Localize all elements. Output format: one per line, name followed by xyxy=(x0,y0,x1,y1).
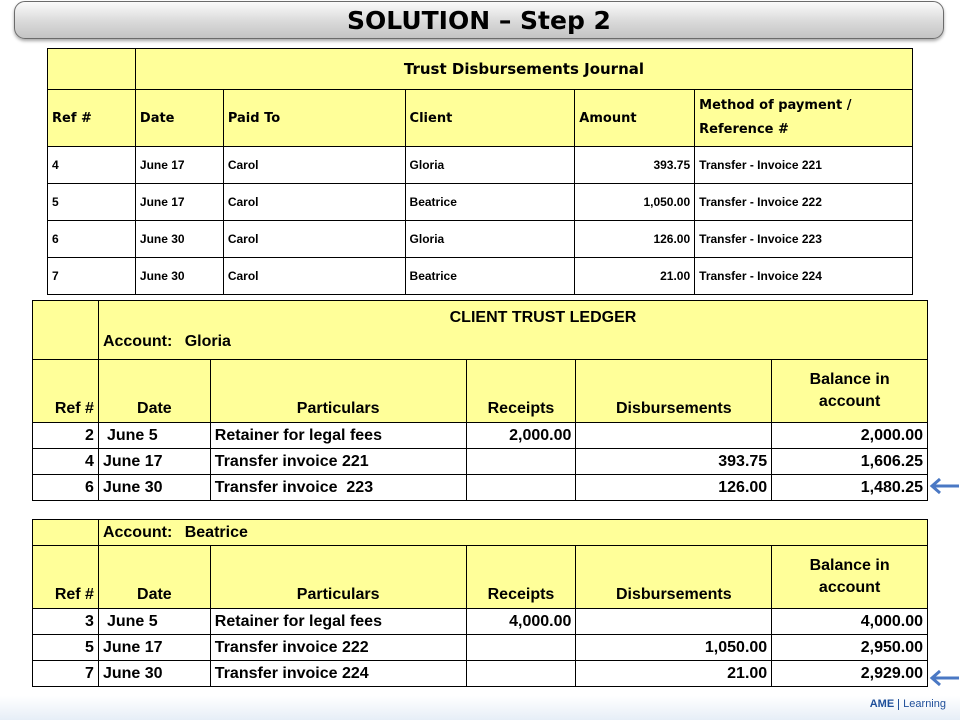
ledger-balance: 2,929.00 xyxy=(772,661,928,687)
ledger-receipts xyxy=(466,661,576,687)
balance-header-line1: Balance in xyxy=(809,371,890,388)
logo-brand: AME xyxy=(869,698,895,710)
journal-ref: 7 xyxy=(48,258,136,295)
logo-word: Learning xyxy=(903,698,946,710)
ledger-particulars: Transfer invoice 224 xyxy=(210,661,466,687)
journal-ref: 5 xyxy=(48,184,136,221)
journal-method: Transfer - Invoice 223 xyxy=(695,221,913,258)
journal-corner-cell xyxy=(48,49,136,90)
ledger-ref: 7 xyxy=(33,661,99,687)
ledger-ref: 2 xyxy=(33,423,99,449)
ledger-header-ref: Ref # xyxy=(33,546,99,609)
account-line xyxy=(103,333,923,351)
journal-header-paid-to: Paid To xyxy=(223,90,405,147)
logo-divider xyxy=(898,699,899,710)
ledger-balance: 1,606.25 xyxy=(772,449,928,475)
ledger-header-particulars: Particulars xyxy=(210,360,466,423)
ledger-balance: 4,000.00 xyxy=(772,609,928,635)
ledger-header-disbursements: Disbursements xyxy=(576,360,772,423)
journal-method: Transfer - Invoice 224 xyxy=(695,258,913,295)
ledger-receipts xyxy=(466,449,576,475)
journal-date: June 30 xyxy=(135,258,223,295)
journal-client: Gloria xyxy=(405,221,575,258)
balance-header-line2: account xyxy=(818,393,881,410)
journal-header-ref: Ref # xyxy=(48,90,136,147)
journal-header-amount: Amount xyxy=(575,90,695,147)
table-row xyxy=(33,635,928,661)
ledger-disbursements: 393.75 xyxy=(576,449,772,475)
table-row xyxy=(33,661,928,687)
balance-header-line1: Balance in xyxy=(809,557,890,574)
journal-amount: 393.75 xyxy=(575,147,695,184)
journal-header-date: Date xyxy=(135,90,223,147)
ledger-particulars: Retainer for legal fees xyxy=(210,423,466,449)
journal-header-client: Client xyxy=(405,90,575,147)
journal-client: Beatrice xyxy=(405,258,575,295)
ledger-header-row xyxy=(33,546,928,609)
journal-amount: 21.00 xyxy=(575,258,695,295)
journal-method: Transfer - Invoice 222 xyxy=(695,184,913,221)
journal-ref: 6 xyxy=(48,221,136,258)
table-row xyxy=(48,221,913,258)
ledger-header-date: Date xyxy=(98,546,210,609)
ledger-particulars: Transfer invoice 221 xyxy=(210,449,466,475)
ledger-receipts xyxy=(466,475,576,501)
ledger-disbursements: 21.00 xyxy=(576,661,772,687)
page-title: SOLUTION – Step 2 xyxy=(347,6,611,35)
ledger-ref: 6 xyxy=(33,475,99,501)
journal-paid-to: Carol xyxy=(223,221,405,258)
journal-ref: 4 xyxy=(48,147,136,184)
ledger-corner-cell xyxy=(33,520,99,546)
ledger-disbursements: 1,050.00 xyxy=(576,635,772,661)
ledger-balance: 2,000.00 xyxy=(772,423,928,449)
ledger-corner-cell xyxy=(33,301,99,360)
arrow-left-icon xyxy=(928,668,960,688)
ledger-date: June 5 xyxy=(98,609,210,635)
client-trust-ledger-gloria xyxy=(32,300,928,501)
table-row xyxy=(48,147,913,184)
ledger-balance: 2,950.00 xyxy=(772,635,928,661)
ledger-date: June 5 xyxy=(98,423,210,449)
ledger-ref: 3 xyxy=(33,609,99,635)
ame-learning-logo xyxy=(870,698,946,710)
ledger-particulars: Transfer invoice 222 xyxy=(210,635,466,661)
ledger-header-receipts: Receipts xyxy=(466,546,576,609)
ledger-header-balance xyxy=(772,546,928,609)
ledger-date: June 17 xyxy=(98,449,210,475)
journal-client: Gloria xyxy=(405,147,575,184)
account-line xyxy=(98,520,927,546)
ledger-receipts xyxy=(466,635,576,661)
journal-header-row xyxy=(48,90,913,147)
journal-paid-to: Carol xyxy=(223,184,405,221)
account-name: Gloria xyxy=(184,333,231,350)
table-row xyxy=(48,258,913,295)
journal-date: June 30 xyxy=(135,221,223,258)
client-trust-ledger-beatrice xyxy=(32,519,928,687)
ledger-date: June 17 xyxy=(98,635,210,661)
journal-client: Beatrice xyxy=(405,184,575,221)
journal-title: Trust Disbursements Journal xyxy=(135,49,912,90)
ledger-header-receipts: Receipts xyxy=(466,360,576,423)
table-row xyxy=(33,609,928,635)
ledger-disbursements: 126.00 xyxy=(576,475,772,501)
journal-method: Transfer - Invoice 221 xyxy=(695,147,913,184)
ledger-date: June 30 xyxy=(98,475,210,501)
arrow-left-icon xyxy=(928,476,960,496)
journal-amount: 1,050.00 xyxy=(575,184,695,221)
table-row xyxy=(48,184,913,221)
account-label: Account: xyxy=(102,333,173,350)
ledger-header-ref: Ref # xyxy=(33,360,99,423)
ledger-header-date: Date xyxy=(98,360,210,423)
ledger-disbursements xyxy=(576,609,772,635)
ledger-ref: 4 xyxy=(33,449,99,475)
ledger-header-disbursements: Disbursements xyxy=(576,546,772,609)
journal-date: June 17 xyxy=(135,147,223,184)
ledger-disbursements xyxy=(576,423,772,449)
balance-header-line2: account xyxy=(818,579,881,596)
journal-paid-to: Carol xyxy=(223,147,405,184)
ledger-receipts: 2,000.00 xyxy=(466,423,576,449)
ledger-particulars: Retainer for legal fees xyxy=(210,609,466,635)
table-row xyxy=(33,423,928,449)
ledger-title: CLIENT TRUST LEDGER xyxy=(449,309,637,326)
ledger-particulars: Transfer invoice 223 xyxy=(210,475,466,501)
table-row xyxy=(33,475,928,501)
journal-date: June 17 xyxy=(135,184,223,221)
account-label: Account: xyxy=(102,523,173,541)
title-bar xyxy=(14,1,944,39)
trust-disbursements-journal xyxy=(47,48,913,295)
ledger-ref: 5 xyxy=(33,635,99,661)
footer-band xyxy=(0,696,960,720)
ledger-header-particulars: Particulars xyxy=(210,546,466,609)
ledger-date: June 30 xyxy=(98,661,210,687)
ledger-header-balance xyxy=(772,360,928,423)
journal-amount: 126.00 xyxy=(575,221,695,258)
ledger-title-cell xyxy=(98,301,927,360)
table-row xyxy=(33,449,928,475)
account-name: Beatrice xyxy=(184,523,248,541)
ledger-balance: 1,480.25 xyxy=(772,475,928,501)
ledger-header-row xyxy=(33,360,928,423)
journal-paid-to: Carol xyxy=(223,258,405,295)
ledger-receipts: 4,000.00 xyxy=(466,609,576,635)
journal-header-method: Method of payment / Reference # xyxy=(695,90,913,147)
